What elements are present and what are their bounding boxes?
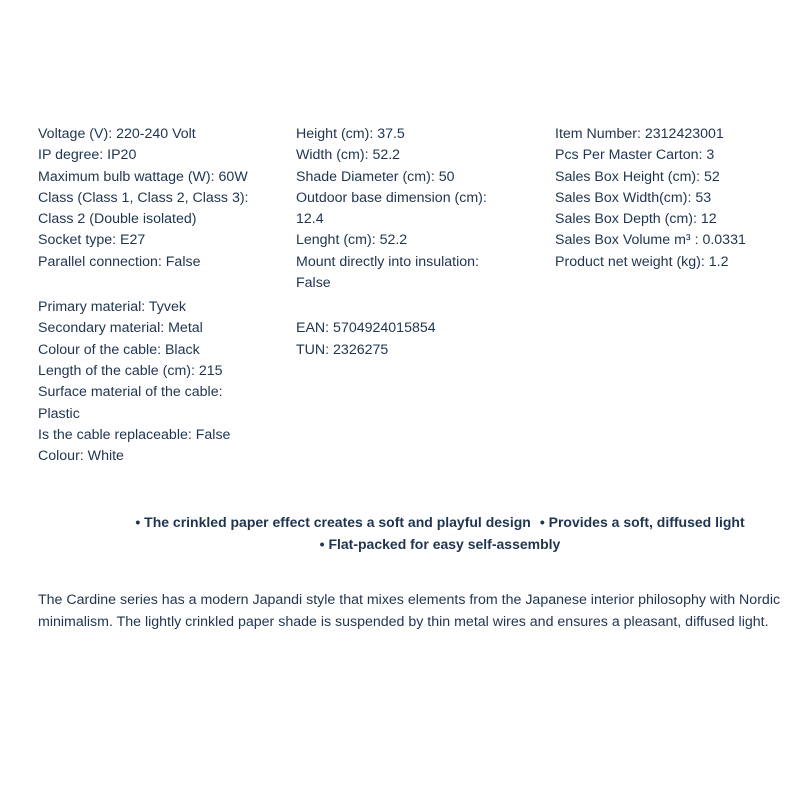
spec-net-weight: Product net weight (kg): 1.2 [555,253,729,270]
spacer [296,294,536,318]
spec-cable-length: Length of the cable (cm): 215 [38,362,223,379]
feature-diffused-light: • Provides a soft, diffused light [539,514,745,530]
spec-ip-degree: IP degree: IP20 [38,147,137,164]
feature-row [0,512,800,534]
spec-box-width: Sales Box Width(cm): 53 [555,189,712,206]
spec-socket-type: Socket type: E27 [38,232,146,249]
spec-box-depth: Sales Box Depth (cm): 12 [555,211,717,228]
spacer [38,273,278,297]
spec-secondary-material: Secondary material: Metal [38,320,203,337]
spec-primary-material: Primary material: Tyvek [38,299,186,316]
spec-parallel-connection: Parallel connection: False [38,253,201,270]
spec-height: Height (cm): 37.5 [296,126,405,142]
spec-tun: TUN: 2326275 [296,341,389,358]
spec-voltage: Voltage (V): 220-240 Volt [38,126,196,142]
spec-ean: EAN: 5704924015854 [296,320,436,337]
spec-cable-surface-label: Surface material of the cable: [38,384,223,401]
spec-cable-replaceable: Is the cable replaceable: False [38,426,231,443]
spec-colour: Colour: White [38,448,124,465]
spec-width: Width (cm): 52.2 [296,147,401,164]
spec-class-label: Class (Class 1, Class 2, Class 3): [38,189,249,206]
product-description [38,590,793,633]
feature-flat-packed: • Flat-packed for easy self-assembly [319,535,561,552]
spec-shade-diameter: Shade Diameter (cm): 50 [296,168,455,185]
spec-cable-colour: Colour of the cable: Black [38,341,200,358]
spec-mount-insulation-label: Mount directly into insulation: [296,253,479,270]
feature-highlights [0,512,800,555]
spec-item-number: Item Number: 2312423001 [555,126,724,142]
spec-outdoor-base-label: Outdoor base dimension (cm): [296,189,487,206]
spec-outdoor-base-value: 12.4 [296,211,324,228]
spec-cable-surface-value: Plastic [38,405,80,422]
specs-column-dimensions [296,124,536,361]
specs-column-packaging [555,124,795,273]
spec-box-height: Sales Box Height (cm): 52 [555,168,720,185]
feature-crinkled-paper: • The crinkled paper effect creates a soft and playful design [135,514,531,530]
spec-box-volume: Sales Box Volume m³ : 0.0331 [555,232,746,249]
spec-mount-insulation-value: False [296,275,331,292]
spec-max-wattage: Maximum bulb wattage (W): 60W [38,168,248,185]
spec-class-value: Class 2 (Double isolated) [38,211,197,228]
description-line: The Cardine series has a modern Japandi style that mixes elements from the Japanese interior philosophy with Nordic [38,592,781,608]
spec-pcs-per-carton: Pcs Per Master Carton: 3 [555,147,715,164]
specs-column-electrical [38,124,278,467]
description-line: minimalism. The lightly crinkled paper shade is suspended by thin metal wires and ensures a pleasant, diffused light. [38,613,769,630]
spec-length: Lenght (cm): 52.2 [296,232,408,249]
